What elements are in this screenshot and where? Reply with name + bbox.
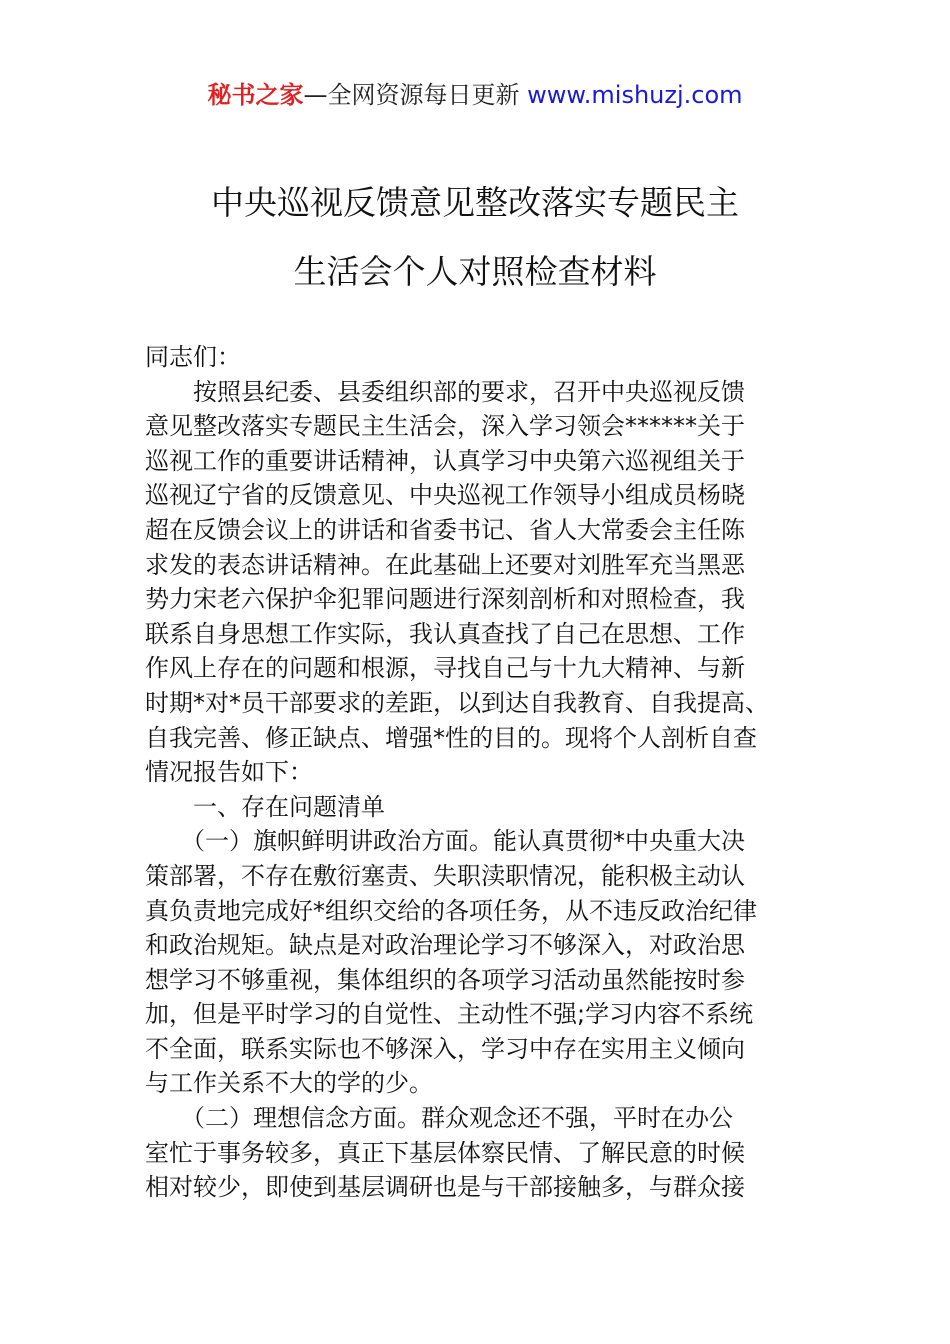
body-line: 和政治规矩。缺点是对政治理论学习不够深入，对政治思 — [145, 931, 745, 960]
body-line: 势力宋老六保护伞犯罪问题进行深刻剖析和对照检查，我 — [145, 585, 745, 614]
body-line: 作风上存在的问题和根源，寻找自己与十九大精神、与新 — [145, 654, 745, 683]
document-title-line-1: 中央巡视反馈意见整改落实专题民主 — [211, 183, 739, 222]
body-line: 超在反馈会议上的讲话和省委书记、省人大常委会主任陈 — [145, 515, 745, 544]
body-line: 按照县纪委、县委组织部的要求，召开中央巡视反馈 — [145, 377, 745, 406]
body-line: 一、存在问题清单 — [145, 792, 385, 821]
body-line: 策部署，不存在敷衍塞责、失职渎职情况，能积极主动认 — [145, 861, 745, 890]
body-line: 求发的表态讲话精神。在此基础上还要对刘胜军充当黑恶 — [145, 550, 745, 579]
body-line: （一）旗帜鲜明讲政治方面。能认真贯彻*中央重大决 — [145, 827, 745, 856]
brand-name: 秘书之家 — [207, 81, 304, 109]
body-line: 加，但是平时学习的自觉性、主动性不强;学习内容不系统 — [145, 1000, 754, 1029]
header-tagline: —全网资源每日更新 — [303, 81, 528, 109]
body-line: 意见整改落实专题民主生活会，深入学习领会******关于 — [145, 412, 745, 441]
body-line: 想学习不够重视，集体组织的各项学习活动虽然能按时参 — [145, 965, 745, 994]
site-header — [0, 78, 950, 112]
body-line: 相对较少，即使到基层调研也是与干部接触多，与群众接 — [145, 1173, 745, 1202]
document-body — [145, 340, 825, 1205]
body-line: 室忙于事务较多，真正下基层体察民情、了解民意的时候 — [145, 1138, 745, 1167]
body-line: 时期*对*员干部要求的差距，以到达自我教育、自我提高、 — [145, 688, 769, 717]
site-url-link[interactable]: www.mishuzj.com — [527, 81, 743, 109]
body-line: 同志们： — [145, 343, 241, 371]
body-line: 联系自身思想工作实际，我认真查找了自己在思想、工作 — [145, 619, 745, 648]
body-line: 情况报告如下： — [145, 758, 313, 787]
body-line: 巡视工作的重要讲话精神，认真学习中央第六巡视组关于 — [145, 446, 745, 475]
body-line: 与工作关系不大的学的少。 — [145, 1069, 433, 1098]
body-line: 自我完善、修正缺点、增强*性的目的。现将个人剖析自查 — [145, 723, 757, 752]
document-title-line-2: 生活会个人对照检查材料 — [293, 252, 657, 291]
body-line: 巡视辽宁省的反馈意见、中央巡视工作领导小组成员杨晓 — [145, 481, 745, 510]
body-line: 不全面，联系实际也不够深入，学习中存在实用主义倾向 — [145, 1034, 745, 1063]
body-line: 真负责地完成好*组织交给的各项任务，从不违反政治纪律 — [145, 896, 757, 925]
body-line: （二）理想信念方面。群众观念还不强，平时在办公 — [145, 1104, 733, 1133]
